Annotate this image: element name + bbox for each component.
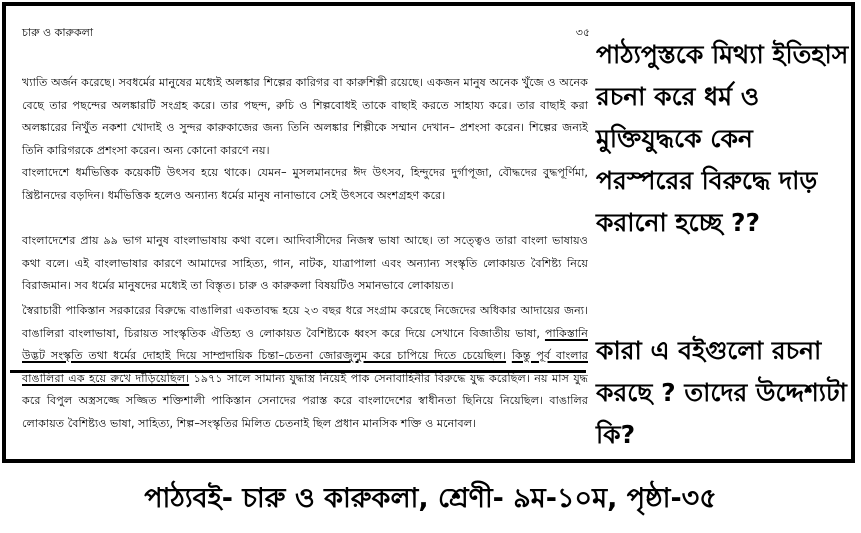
page-number: ৩৫: [575, 26, 590, 39]
highlighted-text-2: কিন্তু পূর্ব বাংলার বাঙালিরা এক হয়ে রুখে দাঁড়িয়েছিল।: [22, 349, 588, 385]
paragraph-3: বাংলাদেশের প্রায় ৯৯ ভাগ মানুষ বাংলাভাষায় কথা বলে। আদিবাসীদের নিজস্ব ভাষা আছে। তা সত্ত্বেও তারা বাংলা ভাষায়ও কথা বলে। এই বাংলাভাষার কারণে আমাদের সাহিত্য, গান, নাটক, যাত্রাপালা এবং অন্যান্য সংস্কৃতি লোকায়ত বৈশিষ্ট্য নিয়ে বিরাজমান। সব ধর্মের মানুষদের মধ্যেই তা বিস্তৃত। চারু ও কারুকলা বিষয়টিও সমানভাবে লোকায়ত।: [22, 234, 588, 292]
image-frame: [2, 2, 855, 463]
book-title: চারু ও কারুকলা: [22, 26, 94, 39]
callout-question-2: কারা এ বইগুলো রচনা করছে ? তাদের উদ্দেশ্যটা কি?: [596, 336, 847, 449]
highlighted-text-1: পাকিস্তানি উদ্ভট সংস্কৃতি তথা ধর্মের দোহাই দিয়ে সাম্প্রদায়িক চিন্তা–চেতনা জোরজুলুম করে চাপিয়ে দিতে চেয়েছিল।: [22, 326, 588, 362]
paragraph-4-part-c: ১৯৭১ সালে সামান্য যুদ্ধাস্ত্র নিয়েই পাক সেনাবাহিনীর বিরুদ্ধে যুদ্ধ করেছিল। নয় মাস যুদ্ধ করে বিপুল অস্ত্রসজ্জে সজ্জিত শক্তিশালী পাকিস্তান সেনাদের পরাস্ত করে বাংলাদেশের স্বাধীনতা ছিনিয়ে নিয়েছিল। বাঙালির লোকায়ত বৈশিষ্ট্যও ভাষা, সাহিত্য, শিল্প–সংস্কৃতির মিলিত চেতনাই ছিল প্রধান মানসিক শক্তি ও মনোবল।: [22, 371, 588, 430]
annotation-line: [10, 370, 586, 373]
page-header: [22, 28, 588, 48]
paragraph-2: বাংলাদেশে ধর্মভিত্তিক কয়েকটি উৎসব হয়ে থাকে। যেমন– মুসলমানদের ঈদ উৎসব, হিন্দুদের দুর্গাপূজা, বৌদ্ধদের বুদ্ধপূর্ণিমা, খ্রিষ্টানদের বড়দিন। ধর্মভিত্তিক হলেও অন্যান্য ধর্মের মানুষ নানাভাবে সেই উৎসবে অংশগ্রহণ করে।: [22, 166, 588, 202]
source-caption: পাঠ্যবই- চারু ও কারুকলা, শ্রেণী- ৯ম-১০ম, পৃষ্ঠা-৩৫: [144, 483, 717, 514]
callout-question-1: পাঠ্যপুস্তকে মিথ্যা ইতিহাস রচনা করে ধর্ম ও মুক্তিযুদ্ধকে কেন পরস্পরের বিরুদ্ধে দাড় করানো হচ্ছে ??: [596, 40, 849, 237]
paragraph-4: [22, 300, 588, 435]
textbook-page: [22, 28, 588, 458]
paragraph-4-part-a: স্বৈরাচারী পাকিস্তান সরকারের বিরুদ্ধে বাঙালিরা একতাবদ্ধ হয়ে ২৩ বছর ধরে সংগ্রাম করেছে নিজেদের অধিকার আদায়ের জন্য। বাঙালিরা বাংলাভাষা, চিরায়ত সাংস্কৃতিক ঐতিহ্য ও লোকায়ত বৈশিষ্ট্যকে ধ্বংস করে দিয়ে সেখানে বিজাতীয় ভাষা,: [22, 304, 588, 340]
paragraph-1: খ্যাতি অর্জন করেছে। সবধর্মের মানুষের মধ্যেই অলঙ্কার শিল্পের কারিগর বা কারুশিল্পী রয়েছে। একজন মানুষ অনেক খুঁজে ও অনেক বেছে তার পছন্দের অলঙ্কারটি সংগ্রহ করে। তার পছন্দ, রুচি ও শিল্পবোধই তাকে বাছাই করতে সাহায্য করে। তার বাছাই করা অলঙ্কারের নিখুঁত নকশা খোদাই ও সুন্দর কারুকাজের জন্য তিনি অলঙ্কার শিল্পীকে সম্মান দেখান– প্রশংসা করেন। শিল্পের জন্যই তিনি কারিগরকে প্রশংসা করেন। অন্য কোনো কারণে নয়।: [22, 76, 588, 157]
